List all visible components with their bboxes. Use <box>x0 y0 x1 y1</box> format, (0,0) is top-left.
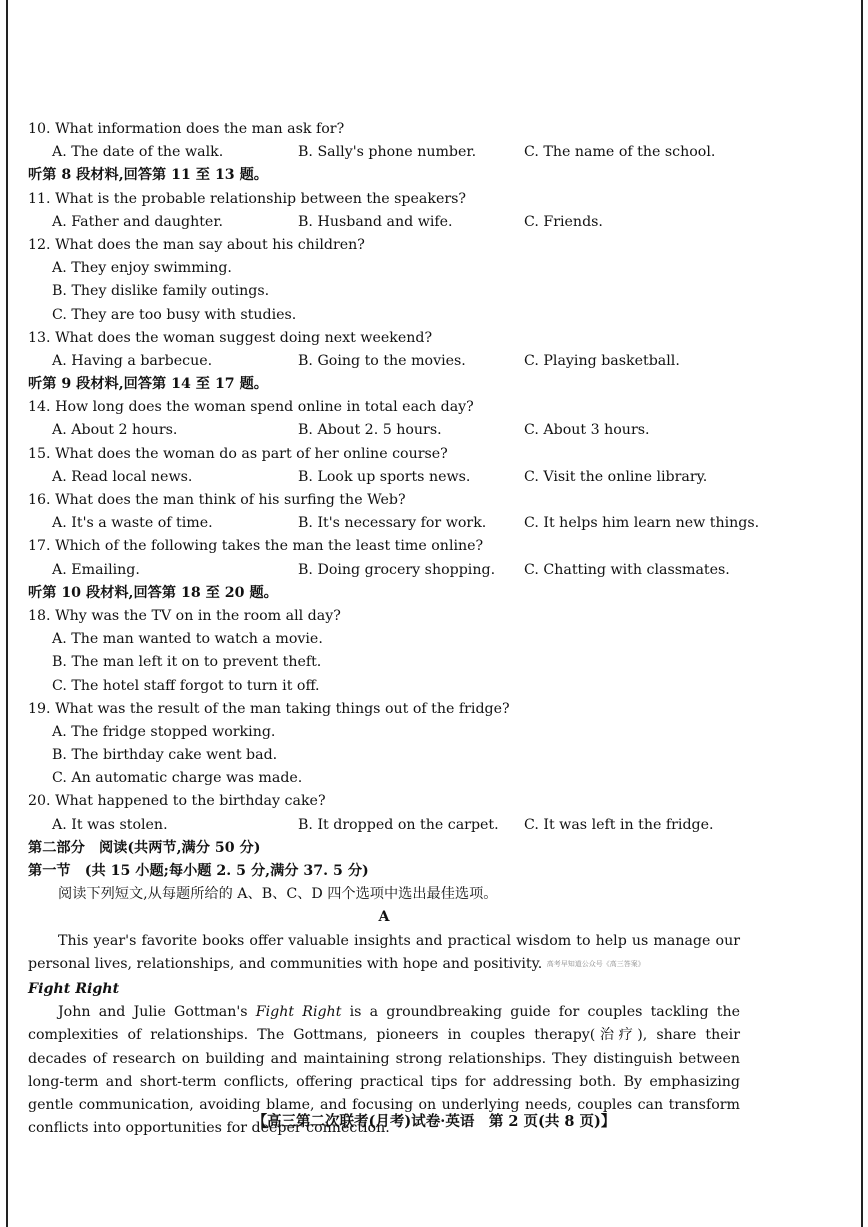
option-a: A. It was stolen. <box>52 816 168 833</box>
question-19-option-a <box>28 721 740 744</box>
question-20-stem: 20. What happened to the birthday cake? <box>28 793 326 810</box>
option-b: B. Doing grocery shopping. <box>298 561 496 578</box>
option-b: B. They dislike family outings. <box>52 283 270 300</box>
book-title-heading: Fight Right <box>28 980 120 997</box>
part-2-heading: 第二部分 阅读(共两节,满分 50 分) <box>28 839 261 856</box>
option-a: A. They enjoy swimming. <box>52 260 232 277</box>
page-edge-right <box>861 0 863 1227</box>
option-c: C. The hotel staff forgot to turn it off. <box>52 677 320 694</box>
question-15-options <box>28 466 740 489</box>
question-15-stem: 15. What does the woman do as part of her online course? <box>28 445 448 462</box>
section-8-instruction: 听第 8 段材料,回答第 11 至 13 题。 <box>28 167 268 184</box>
option-a: A. Having a barbecue. <box>52 352 213 369</box>
option-b: B. It dropped on the carpet. <box>298 816 499 833</box>
option-c: C. Playing basketball. <box>524 352 680 369</box>
question-13-stem: 13. What does the woman suggest doing next weekend? <box>28 329 433 346</box>
option-a: A. The fridge stopped working. <box>52 723 276 740</box>
question-14-options <box>28 419 740 442</box>
question-12-option-a <box>28 257 740 280</box>
option-b: B. About 2. 5 hours. <box>298 422 442 439</box>
body-post: is a groundbreaking guide for couples tackling the complexities of relationships. The Gottmans, pioneers in couples therapy(治疗), share their decades of research on building and maintaining strong relationships. They distinguish between long-term and short-term conflicts, offering practical tips for addressing both. By emphasizing gentle communication, avoiding blame, and focusing on underlying needs, couples can transform conflicts into opportunities for deeper connection. <box>28 1004 741 1137</box>
option-b: B. It's necessary for work. <box>298 515 487 532</box>
option-c: C. Friends. <box>524 213 603 230</box>
option-b: B. The birthday cake went bad. <box>52 747 278 764</box>
question-17-stem: 17. Which of the following takes the man the least time online? <box>28 538 484 555</box>
option-b: B. The man left it on to prevent theft. <box>52 654 322 671</box>
section-1-heading: 第一节 (共 15 小题;每小题 2. 5 分,满分 37. 5 分) <box>28 863 369 879</box>
body-book-title: Fight Right <box>255 1004 342 1021</box>
question-16-options <box>28 512 760 535</box>
question-16-stem: 16. What does the man think of his surfing the Web? <box>28 492 406 508</box>
question-17-options <box>28 559 740 582</box>
option-a: A. About 2 hours. <box>52 422 178 439</box>
question-18-option-a <box>28 628 740 651</box>
page-edge-left <box>6 0 8 1227</box>
option-b: B. Look up sports news. <box>298 468 471 485</box>
option-c: C. It helps him learn new things. <box>524 515 760 532</box>
option-a: A. The man wanted to watch a movie. <box>52 631 323 648</box>
passage-intro-text: This year's favorite books offer valuable insights and practical wisdom to help us manage our personal lives, relationships, and communities with hope and positivity. <box>28 932 740 972</box>
exam-page <box>28 118 760 1140</box>
question-18-option-b <box>28 651 740 674</box>
section-9-instruction: 听第 9 段材料,回答第 14 至 17 题。 <box>28 376 268 393</box>
question-12-option-c <box>28 304 740 327</box>
option-c: C. Chatting with classmates. <box>524 561 730 578</box>
option-a: A. It's a waste of time. <box>52 515 213 532</box>
question-19-option-b <box>28 744 740 767</box>
passage-intro <box>28 930 740 978</box>
question-18-stem: 18. Why was the TV on in the room all day? <box>28 607 341 624</box>
option-a: A. The date of the walk. <box>52 144 224 161</box>
question-19-stem: 19. What was the result of the man taking things out of the fridge? <box>28 700 510 717</box>
option-a: A. Father and daughter. <box>52 213 224 230</box>
reading-instruction: 阅读下列短文,从每题所给的 A、B、C、D 四个选项中选出最佳选项。 <box>58 886 498 903</box>
question-18-option-c <box>28 675 740 698</box>
option-c: C. The name of the school. <box>524 144 716 161</box>
option-b: B. Husband and wife. <box>298 213 453 230</box>
option-b: B. Going to the movies. <box>298 352 466 369</box>
question-20-options <box>28 814 740 837</box>
question-14-stem: 14. How long does the woman spend online in total each day? <box>28 399 474 416</box>
question-10-stem: 10. What information does the man ask for? <box>28 121 345 137</box>
option-c: C. They are too busy with studies. <box>52 306 297 323</box>
option-a: A. Read local news. <box>52 468 193 485</box>
option-c: C. Visit the online library. <box>524 468 708 485</box>
passage-letter: A <box>378 909 390 926</box>
option-c: C. An automatic charge was made. <box>52 770 303 787</box>
body-pre: John and Julie Gottman's <box>58 1004 256 1021</box>
option-c: C. It was left in the fridge. <box>524 816 714 833</box>
question-13-options <box>28 350 740 373</box>
watermark: 高考早知道公众号《高三答案》 <box>546 959 645 968</box>
option-c: C. About 3 hours. <box>524 422 650 439</box>
option-a: A. Emailing. <box>52 561 140 578</box>
option-b: B. Sally's phone number. <box>298 144 477 161</box>
page-footer: 【高三第二次联考(月考)试卷·英语 第 2 页(共 8 页)】 <box>252 1113 616 1130</box>
section-10-instruction: 听第 10 段材料,回答第 18 至 20 题。 <box>28 584 278 601</box>
question-12-option-b <box>28 280 740 303</box>
question-11-options <box>28 211 740 234</box>
question-19-option-c <box>28 767 740 790</box>
question-12-stem: 12. What does the man say about his children? <box>28 236 365 253</box>
question-11-stem: 11. What is the probable relationship between the speakers? <box>28 190 467 207</box>
question-10-options <box>28 141 740 164</box>
